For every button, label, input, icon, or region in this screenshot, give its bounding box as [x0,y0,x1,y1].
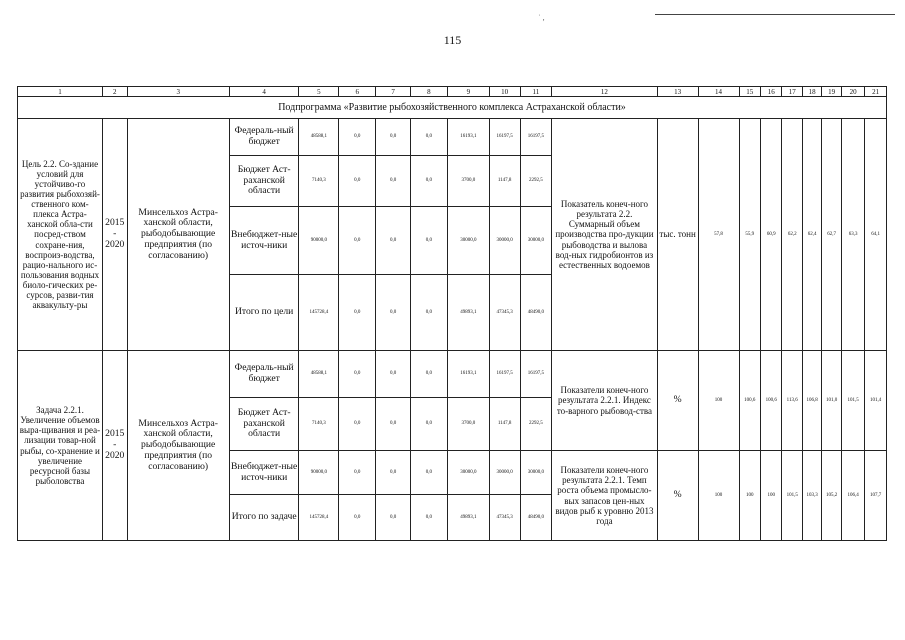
amount-cell: 0,0 [376,451,411,495]
amount-cell: 30000,0 [489,451,520,495]
col-header: 15 [739,87,760,97]
indicator-value: 57,8 [698,119,739,351]
col-header: 20 [841,87,865,97]
period-start: 2015 [105,217,125,229]
amount-cell: 16197,5 [520,351,552,398]
indicator-value: 101,5 [782,451,802,541]
task-period [102,351,127,541]
amount-cell: 0,0 [376,156,411,207]
period-dash: - [113,228,117,240]
amount-cell: 47345,3 [489,495,520,541]
amount-cell: 0,0 [376,398,411,451]
col-header: 1 [18,87,103,97]
period-dash: - [113,439,117,451]
amount-cell: 0,0 [339,398,376,451]
amount-cell: 0,0 [376,495,411,541]
funding-source: Внебюджет-ные источ-ники [229,207,299,275]
amount-cell: 0,0 [411,156,448,207]
scan-top-line [655,14,895,15]
col-header: 21 [865,87,887,97]
funding-source: Федераль-ный бюджет [229,119,299,156]
scan-specks: ˙ , [538,13,545,22]
task-unit-2: % [657,451,698,541]
goal-indicator: Показатель конеч-ного результата 2.2. Суммарный объем производства про-дукции рыбоводства и вылова вод-ных гидробионтов из естественных водоемов [552,119,657,351]
amount-cell: 30000,0 [447,207,489,275]
amount-cell: 0,0 [339,207,376,275]
period-end: 2020 [105,449,125,461]
indicator-value: 100 [698,451,739,541]
indicator-value: 62,2 [782,119,802,351]
amount-cell: 0,0 [376,275,411,351]
amount-cell: 90000,0 [299,451,339,495]
amount-cell: 3700,0 [447,398,489,451]
amount-cell: 0,0 [411,275,448,351]
goal-executor: Минсельхоз Астра-ханской области, рыбодобывающие предприятия (по согласованию) [127,119,229,351]
col-header: 18 [802,87,821,97]
col-header: 12 [552,87,657,97]
indicator-value: 100 [739,451,760,541]
amount-cell: 16193,1 [447,351,489,398]
amount-cell: 48490,0 [520,495,552,541]
col-header: 8 [411,87,448,97]
amount-cell: 16197,5 [489,119,520,156]
amount-cell: 47345,3 [489,275,520,351]
amount-cell: 0,0 [411,495,448,541]
amount-cell: 30000,0 [520,207,552,275]
funding-source: Внебюджет-ные источ-ники [229,451,299,495]
goal-period [102,119,127,351]
amount-cell: 0,0 [376,351,411,398]
amount-cell: 2292,5 [520,156,552,207]
amount-cell: 0,0 [411,398,448,451]
goal-row-federal [18,119,887,156]
amount-cell: 49893,1 [447,275,489,351]
col-header: 4 [229,87,299,97]
indicator-value: 60,9 [761,119,782,351]
amount-cell: 90000,0 [299,207,339,275]
amount-cell: 145728,4 [299,275,339,351]
subprogram-title: Подпрограмма «Развитие рыбохозяйственного комплекса Астраханской области» [18,97,887,119]
amount-cell: 0,0 [339,119,376,156]
indicator-value: 101,4 [865,351,887,451]
funding-source: Бюджет Аст-раханской области [229,156,299,207]
period-end: 2020 [105,238,125,250]
col-header: 11 [520,87,552,97]
indicator-value: 63,3 [841,119,865,351]
period-start: 2015 [105,428,125,440]
indicator-value: 100,6 [739,351,760,451]
amount-cell: 48588,1 [299,119,339,156]
indicator-value: 64,1 [865,119,887,351]
amount-cell: 0,0 [411,451,448,495]
indicator-value: 62,4 [802,119,821,351]
task-indicator-2: Показатели конеч-ного результата 2.2.1. Темп роста объема промысло-вых запасов цен-ных видов рыб к уровню 2013 года [552,451,657,541]
amount-cell: 30000,0 [447,451,489,495]
funding-source: Бюджет Аст-раханской области [229,398,299,451]
amount-cell: 49893,1 [447,495,489,541]
amount-cell: 0,0 [339,495,376,541]
indicator-value: 103,3 [802,451,821,541]
indicator-value: 101,0 [822,351,841,451]
goal-unit: тыс. тонн [657,119,698,351]
funding-source: Итого по цели [229,275,299,351]
amount-cell: 0,0 [339,451,376,495]
indicator-value: 105,2 [822,451,841,541]
task-unit-1: % [657,351,698,451]
col-header: 10 [489,87,520,97]
indicator-value: 107,7 [865,451,887,541]
amount-cell: 0,0 [339,351,376,398]
program-table [17,86,887,541]
task-indicator-1: Показатели конеч-ного результата 2.2.1. Индекс то-варного рыбовод-ства [552,351,657,451]
indicator-value: 106,8 [802,351,821,451]
subprogram-row [18,97,887,119]
col-header: 19 [822,87,841,97]
amount-cell: 0,0 [411,207,448,275]
header-row [18,87,887,97]
amount-cell: 145728,4 [299,495,339,541]
amount-cell: 1147,8 [489,398,520,451]
amount-cell: 0,0 [339,156,376,207]
amount-cell: 7140,3 [299,156,339,207]
col-header: 7 [376,87,411,97]
col-header: 2 [102,87,127,97]
col-header: 17 [782,87,802,97]
amount-cell: 0,0 [411,351,448,398]
indicator-value: 62,7 [822,119,841,351]
indicator-value: 100,6 [761,351,782,451]
col-header: 13 [657,87,698,97]
indicator-value: 100 [698,351,739,451]
amount-cell: 0,0 [411,119,448,156]
amount-cell: 7140,3 [299,398,339,451]
indicator-value: 113,6 [782,351,802,451]
indicator-value: 100 [761,451,782,541]
col-header: 14 [698,87,739,97]
amount-cell: 48490,0 [520,275,552,351]
amount-cell: 30000,0 [489,207,520,275]
amount-cell: 0,0 [339,275,376,351]
indicator-value: 106,4 [841,451,865,541]
indicator-value: 101,5 [841,351,865,451]
task-executor: Минсельхоз Астра-ханской области, рыбодобывающие предприятия (по согласованию) [127,351,229,541]
col-header: 16 [761,87,782,97]
amount-cell: 16193,1 [447,119,489,156]
col-header: 6 [339,87,376,97]
amount-cell: 2292,5 [520,398,552,451]
amount-cell: 30000,0 [520,451,552,495]
amount-cell: 0,0 [376,207,411,275]
col-header: 5 [299,87,339,97]
amount-cell: 3700,0 [447,156,489,207]
col-header: 3 [127,87,229,97]
funding-source: Федераль-ный бюджет [229,351,299,398]
task-name: Задача 2.2.1. Увеличение объемов выра-щивания и реа-лизации товар-ной рыбы, со-хранение и увеличение ресурсной базы рыболовства [18,351,103,541]
amount-cell: 48588,1 [299,351,339,398]
amount-cell: 16197,5 [489,351,520,398]
goal-name: Цель 2.2. Со-здание условий для устойчиво-го развития рыбохозяй-ственного ком-плекса Астра-ханской обла-сти посред-ством сохране-ния, воспроиз-водства, рацио-нального ис-пользования водных биоло-гических ре-сурсов, разви-тия аквакульту-ры [18,119,103,351]
page-number: 115 [443,33,462,47]
amount-cell: 16197,5 [520,119,552,156]
indicator-value: 55,9 [739,119,760,351]
amount-cell: 0,0 [376,119,411,156]
amount-cell: 1147,8 [489,156,520,207]
funding-source: Итого по задаче [229,495,299,541]
task-row-federal [18,351,887,398]
col-header: 9 [447,87,489,97]
